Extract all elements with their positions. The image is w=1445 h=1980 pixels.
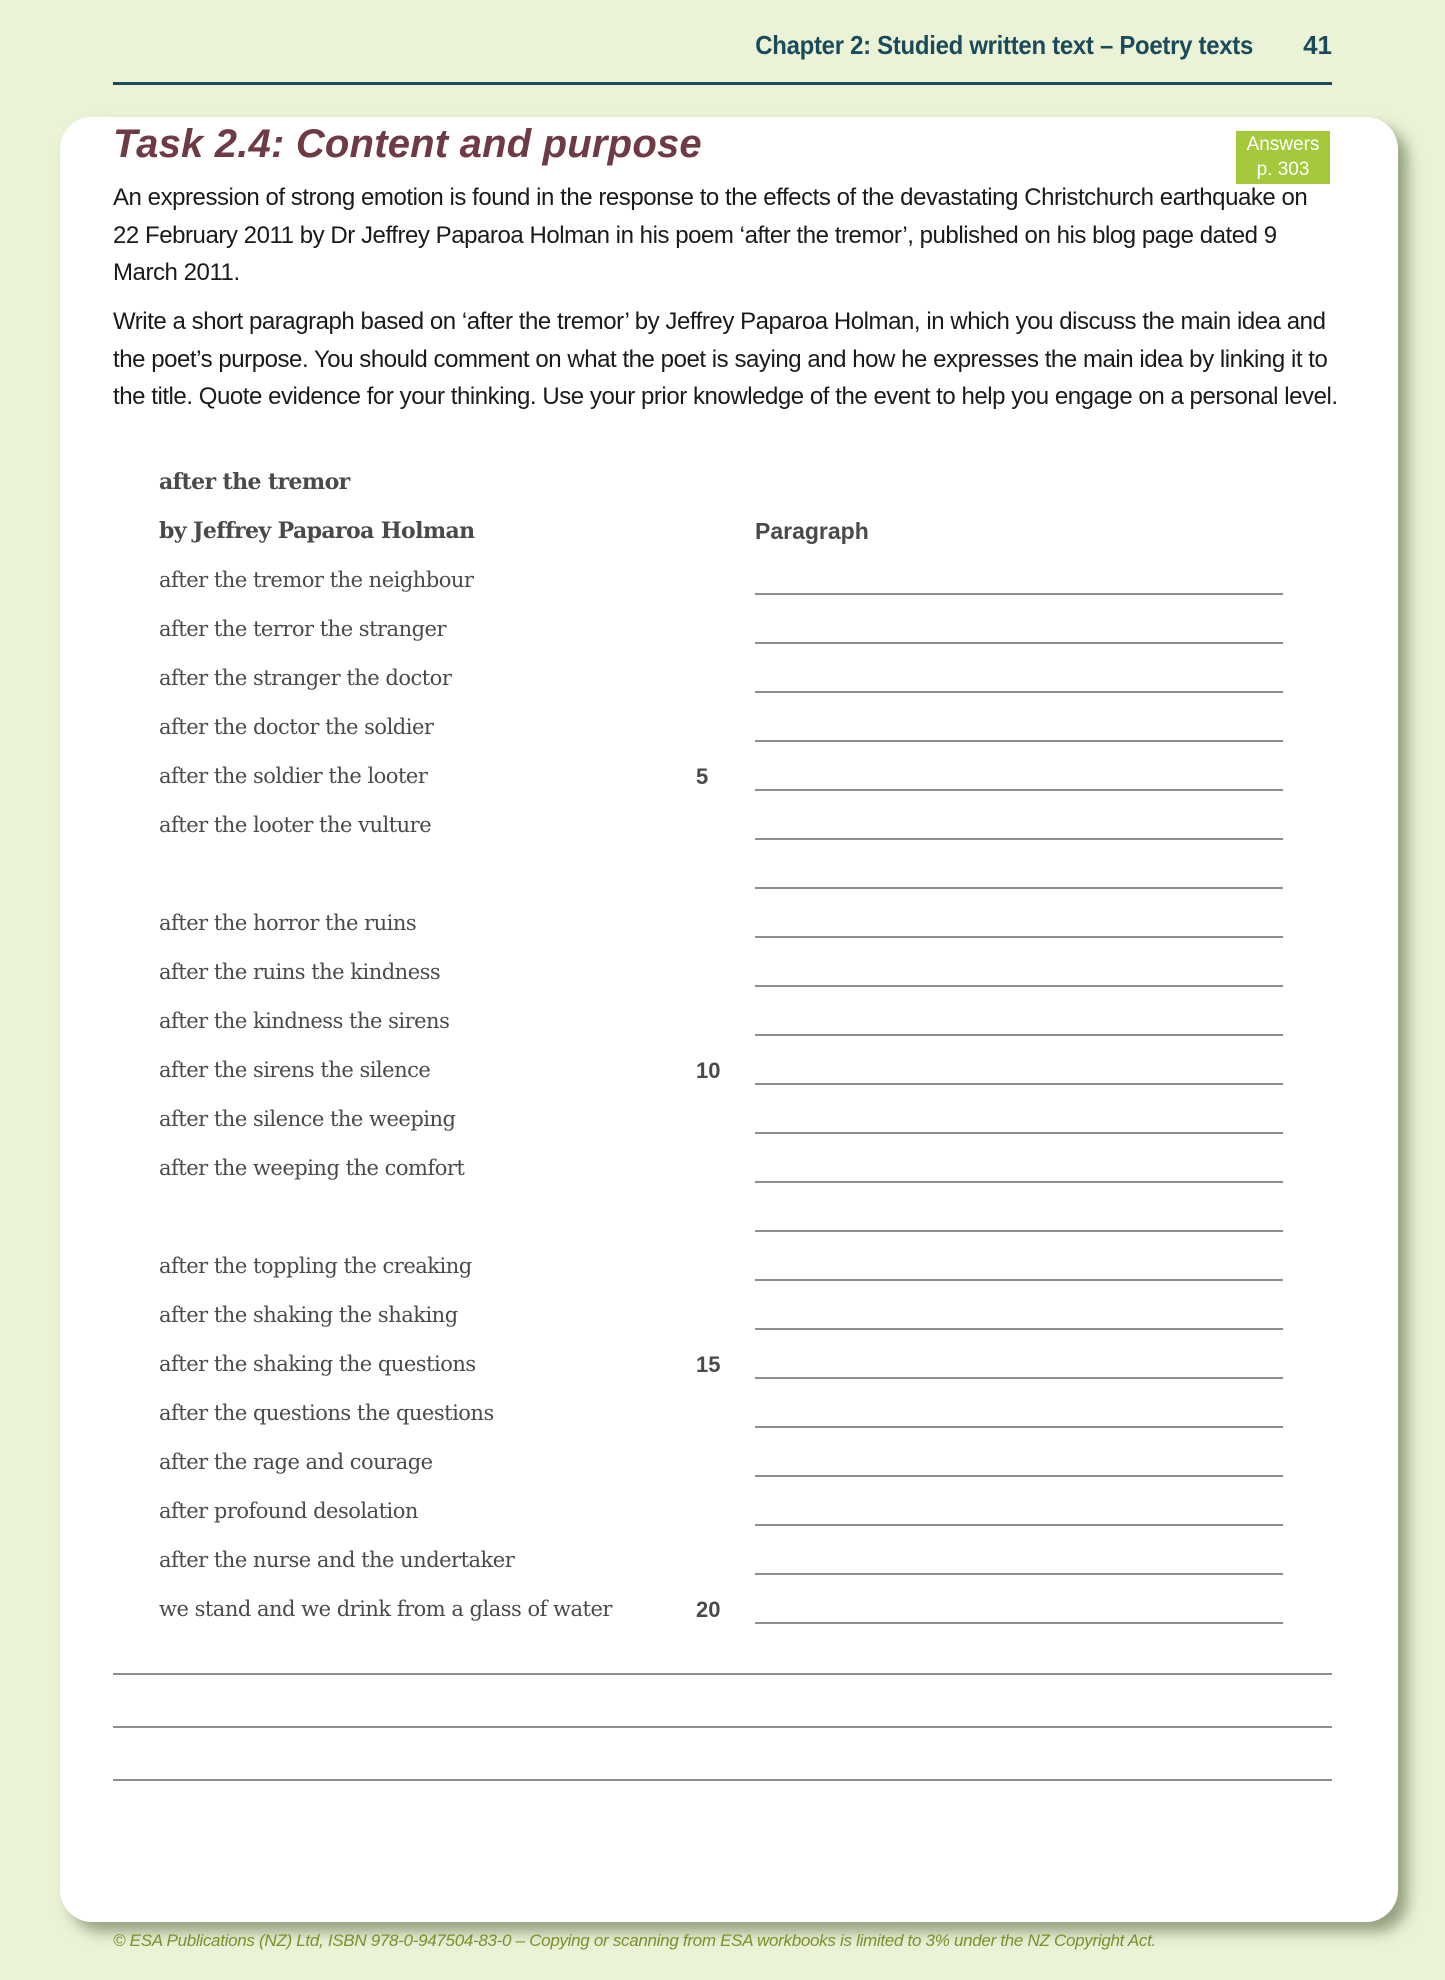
- answer-full-line[interactable]: [113, 1726, 1332, 1728]
- answer-write-line[interactable]: [755, 887, 1283, 889]
- poem-line: after the silence the weeping: [159, 1107, 456, 1131]
- answer-write-line[interactable]: [755, 1083, 1283, 1085]
- poem-line: after the looter the vulture: [159, 813, 432, 837]
- line-number: 15: [696, 1352, 721, 1377]
- poem-line: after profound desolation: [159, 1499, 418, 1523]
- answer-write-line[interactable]: [755, 1181, 1283, 1183]
- answer-full-line[interactable]: [113, 1673, 1332, 1675]
- poem-line: after the horror the ruins: [159, 911, 417, 935]
- poem-line: after the shaking the shaking: [159, 1303, 458, 1327]
- poem-line: after the tremor the neighbour: [159, 568, 474, 592]
- line-number: 5: [696, 764, 709, 789]
- answer-write-line[interactable]: [755, 985, 1283, 987]
- poem-line: after the nurse and the undertaker: [159, 1548, 515, 1572]
- poem-line: after the doctor the soldier: [159, 715, 434, 739]
- line-number: 20: [696, 1597, 721, 1622]
- answer-write-line[interactable]: [755, 1230, 1283, 1232]
- line-number: 10: [696, 1058, 721, 1083]
- answer-write-line[interactable]: [755, 1377, 1283, 1379]
- answer-write-line[interactable]: [755, 1279, 1283, 1281]
- answer-write-line[interactable]: [755, 1524, 1283, 1526]
- poem-line: after the kindness the sirens: [159, 1009, 450, 1033]
- answer-write-line[interactable]: [755, 1034, 1283, 1036]
- header-rule: [113, 82, 1332, 85]
- poem-line: after the questions the questions: [159, 1401, 494, 1425]
- answer-write-line[interactable]: [755, 642, 1283, 644]
- poem-byline: by Jeffrey Paparoa Holman: [159, 518, 475, 544]
- answer-write-line[interactable]: [755, 593, 1283, 595]
- poem-line: after the stranger the doctor: [159, 666, 452, 690]
- answer-write-line[interactable]: [755, 1132, 1283, 1134]
- answer-write-line[interactable]: [755, 1475, 1283, 1477]
- poem-line: after the soldier the looter: [159, 764, 428, 788]
- answer-write-line[interactable]: [755, 789, 1283, 791]
- poem-line: we stand and we drink from a glass of water: [159, 1597, 612, 1621]
- instructions-paragraph: Write a short paragraph based on ‘after the tremor’ by Jeffrey Paparoa Holman, in which you discuss the main idea and the poet’s purpose. You should comment on what the poet is saying and how he expresses the main idea by linking it to the title. Quote evidence for your thinking. Use your prior knowledge of the event to help you engage on a personal level.: [113, 308, 1338, 410]
- chapter-title: Chapter 2: Studied written text – Poetry texts: [755, 30, 1254, 60]
- copyright-footer: © ESA Publications (NZ) Ltd, ISBN 978-0-947504-83-0 – Copying or scanning from ESA workbooks is limited to 3% under the NZ Copyright Act.: [113, 1931, 1156, 1950]
- answer-write-line[interactable]: [755, 1426, 1283, 1428]
- poem-line: after the ruins the kindness: [159, 960, 441, 984]
- poem-title: after the tremor: [159, 469, 350, 495]
- answer-write-line[interactable]: [755, 691, 1283, 693]
- answer-write-line[interactable]: [755, 740, 1283, 742]
- poem-line: after the weeping the comfort: [159, 1156, 465, 1180]
- answers-badge[interactable]: [1236, 131, 1330, 184]
- page-number: 41: [1303, 30, 1332, 60]
- answers-badge-label: Answers: [1246, 134, 1320, 155]
- poem-line: after the shaking the questions: [159, 1352, 476, 1376]
- task-title: Task 2.4: Content and purpose: [113, 122, 702, 166]
- answer-write-line[interactable]: [755, 838, 1283, 840]
- answer-full-line[interactable]: [113, 1779, 1332, 1781]
- answer-write-line[interactable]: [755, 1573, 1283, 1575]
- poem-line: after the terror the stranger: [159, 617, 447, 641]
- answer-write-line[interactable]: [755, 1328, 1283, 1330]
- answer-write-line[interactable]: [755, 1622, 1283, 1624]
- answers-badge-page: p. 303: [1256, 159, 1310, 180]
- poem-line: after the sirens the silence: [159, 1058, 431, 1082]
- answer-write-line[interactable]: [755, 936, 1283, 938]
- paragraph-heading: Paragraph: [755, 518, 869, 544]
- poem-line: after the toppling the creaking: [159, 1254, 472, 1278]
- running-head: [712, 30, 1332, 61]
- poem-line: after the rage and courage: [159, 1450, 433, 1474]
- intro-paragraph: An expression of strong emotion is found in the response to the effects of the devastating Christchurch earthquake on 22 February 2011 by Dr Jeffrey Paparoa Holman in his poem ‘after the tremor’, published on his blog page dated 9 March 2011.: [113, 184, 1308, 286]
